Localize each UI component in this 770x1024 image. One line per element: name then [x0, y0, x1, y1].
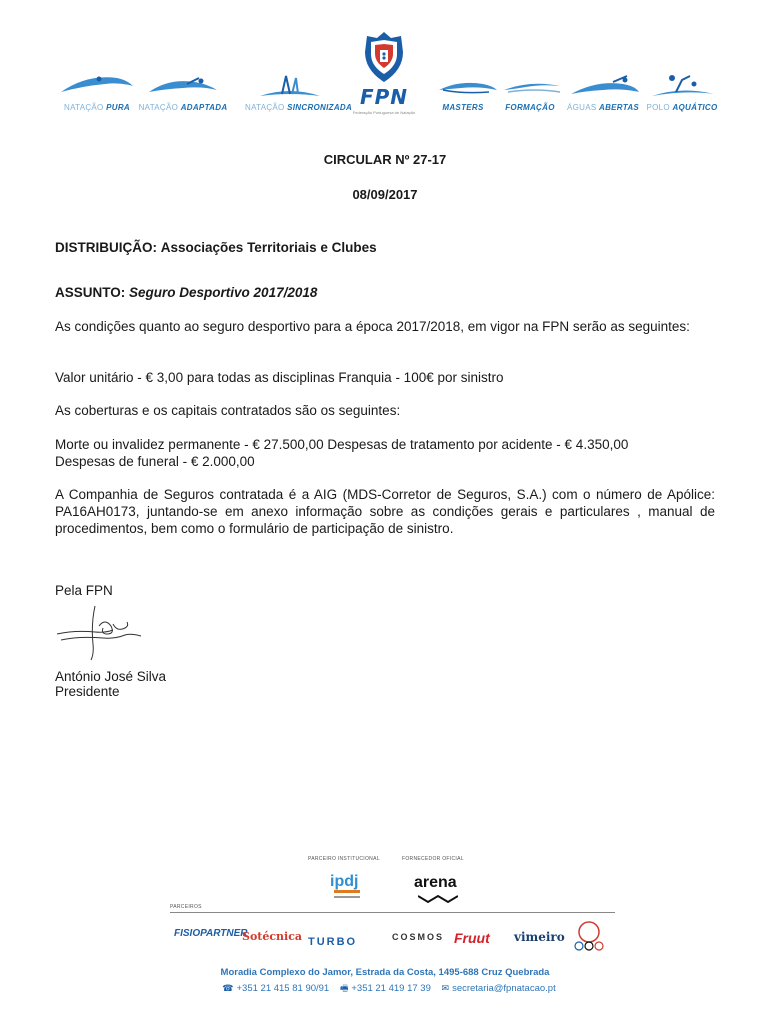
fpn-crest-icon: [361, 30, 407, 86]
synchronized-swimmer-icon: [250, 72, 330, 100]
sponsors-divider: [170, 912, 615, 913]
distribution-value: Associações Territoriais e Clubes: [160, 240, 377, 255]
sponsors-label: PARCEIROS: [170, 904, 202, 910]
supplier-label: FORNECEDOR OFICIAL: [402, 856, 464, 862]
discipline-polo-aquatico: POLO AQUÁTICO: [637, 72, 727, 114]
circular-date: 08/09/2017: [352, 187, 418, 202]
distribution-line: [55, 239, 715, 256]
email-address[interactable]: secretaria@fpnatacao.pt: [452, 983, 556, 994]
cosmos-logo: COSMOS: [392, 932, 445, 942]
arena-diamond-icon: [418, 894, 458, 904]
water-polo-icon: [642, 72, 722, 100]
arena-logo: arena: [414, 874, 457, 891]
ipdj-icon: [328, 866, 366, 906]
vimeiro-logo: vimeiro: [514, 930, 565, 944]
discipline-formacao: FORMAÇÃO: [485, 72, 575, 114]
phone-number: +351 21 415 81 90/91: [236, 983, 330, 994]
fax-number: +351 21 419 17 39: [351, 983, 431, 994]
swimmer-wave-icon: [57, 72, 137, 96]
fax-icon: 🖷: [339, 983, 349, 993]
discipline-natacao-adaptada: NATAÇÃO ADAPTADA: [138, 72, 228, 114]
discipline-aguas-abertas: ÁGUAS ABERTAS: [558, 72, 648, 114]
partner-label: PARCEIRO INSTITUCIONAL: [308, 856, 380, 862]
svg-text:ipdj: ipdj: [330, 873, 359, 890]
email-icon: ✉: [441, 983, 450, 993]
signer-title: Presidente: [55, 684, 120, 699]
federation-address: Moradia Complexo do Jamor, Estrada da Costa, 1495-688 Cruz Quebrada: [220, 967, 550, 978]
subject-value: Seguro Desportivo 2017/2018: [129, 285, 318, 300]
letterhead: [0, 0, 770, 120]
subject-line: [55, 284, 715, 301]
paragraph-coverages-line2: Despesas de funeral - € 2.000,00: [55, 454, 255, 469]
signature-image: [55, 604, 155, 664]
fpn-subtitle: Federação Portuguesa de Natação: [352, 110, 416, 115]
discipline-natacao-pura: NATAÇÃO PURA: [52, 72, 142, 114]
sponsors-block: [170, 850, 615, 960]
discipline-masters: MASTERS: [418, 72, 508, 114]
contact-line: [0, 981, 770, 997]
fpn-logo: [350, 30, 418, 118]
turbo-logo: TURBO: [308, 936, 358, 948]
sotecnica-logo: Sotécnica: [242, 930, 303, 943]
olympic-committee-icon: [570, 920, 608, 954]
circular-number: CIRCULAR Nº 27-17: [323, 152, 447, 167]
open-water-swimmer-icon: [563, 72, 643, 98]
adapted-swimmer-icon: [143, 72, 223, 96]
phone-icon: ☎: [222, 983, 234, 993]
paragraph-coverages-intro: As coberturas e os capitais contratados são os seguintes:: [55, 403, 401, 418]
fisiopartner-logo: FISIOPARTNER: [174, 928, 248, 939]
signer-name: António José Silva: [55, 669, 167, 684]
discipline-natacao-sincronizada: NATAÇÃO SINCRONIZADA: [245, 72, 335, 114]
sign-off: Pela FPN: [55, 583, 113, 598]
ipdj-logo: [328, 866, 366, 906]
subject-label: ASSUNTO:: [55, 285, 126, 300]
distribution-label: DISTRIBUIÇÃO:: [55, 240, 157, 255]
fruut-logo: Fruut: [454, 930, 490, 946]
paragraph-insurer: A Companhia de Seguros contratada é a AIG (MDS-Corretor de Seguros, S.A.) com o número de Apólice: PA16AH0173, juntando-se em anexo informação sobre as condições gerais e particulares , manual de procedimentos, bem como o formulário de participação de sinistro.: [55, 487, 715, 536]
paragraph-coverages-line1: Morte ou invalidez permanente - € 27.500,00 Despesas de tratamento por acidente - € 4.350,00: [55, 437, 629, 452]
paragraph-unit-value: Valor unitário - € 3,00 para todas as disciplinas Franquia - 100€ por sinistro: [55, 370, 504, 385]
fpn-wordmark: FPN: [359, 85, 409, 109]
paragraph-conditions: As condições quanto ao seguro desportivo para a época 2017/2018, em vigor na FPN serão as seguintes:: [55, 319, 690, 334]
